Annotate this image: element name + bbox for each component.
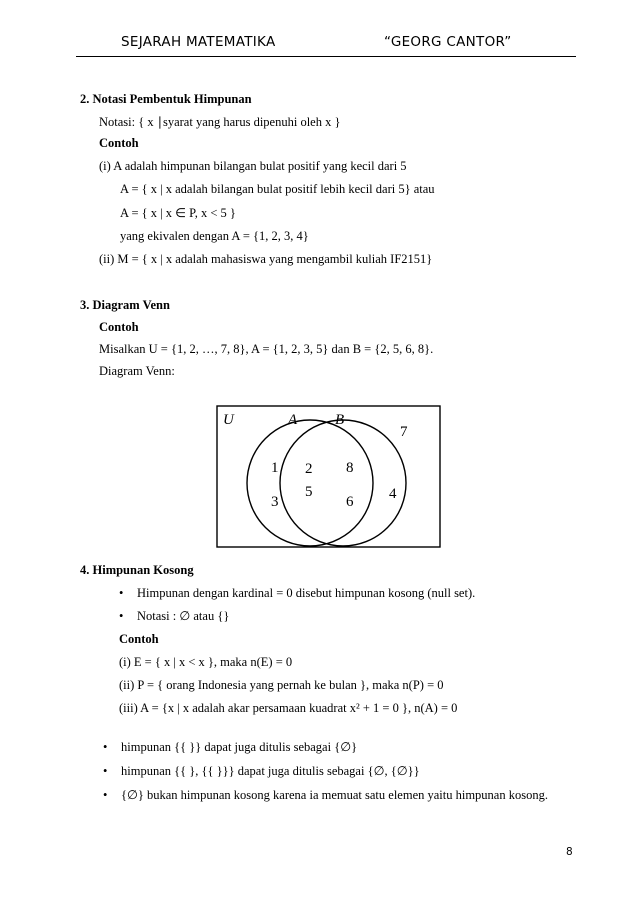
venn-label-b: B [335, 412, 345, 428]
venn-element: 8 [346, 460, 354, 476]
section4-example3: (iii) A = {x | x adalah akar persamaan kuadrat x² + 1 = 0 }, n(A) = 0 [119, 701, 458, 715]
header-left-title: SEJARAH MATEMATIKA [121, 34, 276, 50]
venn-element: 7 [400, 424, 408, 440]
section3-diagram-label: Diagram Venn: [99, 364, 175, 378]
section2-example1a: A = { x | x adalah bilangan bulat positif lebih kecil dari 5} atau [120, 182, 435, 196]
venn-label-a: A [288, 412, 298, 428]
bullet-dot [119, 609, 137, 623]
page-number: 8 [566, 846, 573, 858]
venn-element: 4 [389, 486, 397, 502]
note-item [103, 740, 357, 755]
section4-contoh: Contoh [119, 632, 159, 646]
section2-example1: (i) A adalah himpunan bilangan bulat positif yang kecil dari 5 [99, 159, 407, 173]
venn-circle-a [247, 420, 373, 546]
venn-element: 1 [271, 460, 279, 476]
section4-example1: (i) E = { x | x < x }, maka n(E) = 0 [119, 655, 293, 669]
bullet-dot [103, 788, 121, 802]
venn-element: 3 [271, 494, 279, 510]
note-text: {∅} bukan himpunan kosong karena ia memuat satu elemen yaitu himpunan kosong. [121, 788, 548, 802]
section4-example2: (ii) P = { orang Indonesia yang pernah ke bulan }, maka n(P) = 0 [119, 678, 444, 692]
section4-title: 4. Himpunan Kosong [80, 563, 194, 577]
venn-element: 5 [305, 484, 313, 500]
header-right-title: “GEORG CANTOR” [384, 34, 512, 50]
section2-example2: (ii) M = { x | x adalah mahasiswa yang mengambil kuliah IF2151} [99, 252, 433, 266]
section3-contoh: Contoh [99, 320, 139, 334]
note-text: himpunan {{ }, {{ }}} dapat juga ditulis sebagai {∅, {∅}} [121, 764, 420, 778]
section4-bullet1-text: Himpunan dengan kardinal = 0 disebut himpunan kosong (null set). [137, 586, 476, 600]
section4-bullet-notation [119, 609, 229, 624]
note-text: himpunan {{ }} dapat juga ditulis sebagai {∅} [121, 740, 358, 754]
section2-example1b: A = { x | x ∈ P, x < 5 } [120, 206, 236, 220]
section2-example1c: yang ekivalen dengan A = {1, 2, 3, 4} [120, 229, 309, 243]
section2-notation: Notasi: { x ∣syarat yang harus dipenuhi oleh x } [99, 115, 341, 129]
bullet-dot [119, 586, 137, 600]
section3-title: 3. Diagram Venn [80, 298, 170, 312]
venn-element: 6 [346, 494, 354, 510]
section4-bullet2-text: Notasi : ∅ atau {} [137, 609, 230, 623]
section2-title: 2. Notasi Pembentuk Himpunan [80, 92, 252, 106]
note-item [103, 788, 548, 803]
venn-circle-b [280, 420, 406, 546]
bullet-dot [103, 740, 121, 754]
section4-bullet-cardinal [119, 586, 475, 601]
venn-element: 2 [305, 461, 313, 477]
venn-diagram [216, 405, 442, 549]
venn-label-u: U [223, 412, 234, 428]
note-item [103, 764, 420, 779]
section3-misalkan: Misalkan U = {1, 2, …, 7, 8}, A = {1, 2, 3, 5} dan B = {2, 5, 6, 8}. [99, 342, 434, 356]
bullet-dot [103, 764, 121, 778]
header-rule [76, 56, 576, 57]
section2-contoh: Contoh [99, 136, 139, 150]
